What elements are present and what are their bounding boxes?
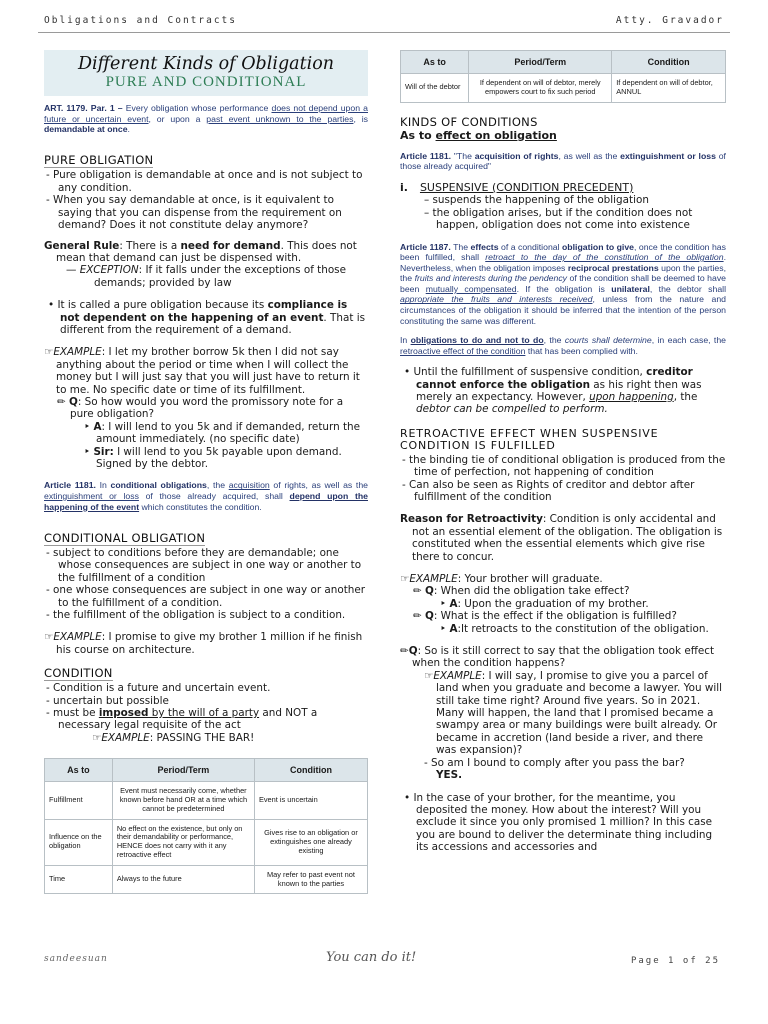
answer: ‣ A:It retroacts to the constitution of the obligation.	[440, 622, 709, 635]
suspensive-heading: i. SUSPENSIVE (CONDITION PRECEDENT)	[400, 180, 634, 194]
condition-heading: CONDITION	[44, 666, 113, 681]
header-author: Atty. Gravador	[615, 15, 724, 26]
bullet-icon: •	[404, 366, 414, 379]
pencil-icon: ✏	[400, 645, 409, 658]
answer: ‣ A: I will lend to you 5k and if demanded, return the amount immediately. (no specific date)	[84, 420, 361, 446]
list-item: - one whose consequences are subject in one way or another to the fulfillment of a condition.	[46, 584, 366, 609]
question: ✏Q: So is it still correct to say that the obligation took effect when the condition happens?	[400, 645, 715, 670]
article-1181: Article 1181. In conditional obligations, the acquisition of rights, as well as the extinguishment or loss of those already acquired, shall depend upon the happening of the event which constitutes the condition.	[44, 480, 369, 512]
article-1187-par2: In obligations to do and not to do, the courts shall determine, in each case, the retroactive effect of the condition that has been complied with.	[400, 334, 727, 356]
article-1179: ART. 1179. Par. 1 – Every obligation whose performance does not depend upon a future or uncertain event, or upon a past event unknown to the parties, is demandable at once.	[44, 103, 369, 135]
table-cell: No effect on the existence, but only on their demandability or performance, HENCE does not carry with it any retroactive effect	[112, 819, 254, 865]
table-cell: Will of the debtor	[401, 74, 469, 103]
list-item: - must be imposed by the will of a party and NOT a necessary legal requisite of the act	[46, 706, 318, 732]
table-header-row	[401, 51, 726, 74]
question: ✏ Q: What is the effect if the obligation is fulfilled?	[413, 610, 677, 623]
pointing-hand-icon: ☞	[44, 631, 54, 644]
table-cell: May refer to past event not known to the parties	[254, 865, 367, 894]
table-cell: Time	[45, 865, 113, 894]
answer-sir: ‣ Sir: I will lend to you 5k payable upon demand. Signed by the debtor.	[84, 445, 342, 470]
example-parcel-of-land: ☞EXAMPLE: I will say, I promise to give you a parcel of land when you graduate and become a lawyer. You will still take time right? Around five years. So in 2021. Many will happen, the land that I promised became a swampy area or many buildings were built already. Or became in accretion (land beside a river, and there was expansion)?	[424, 669, 723, 757]
pure-reason: • It is called a pure obligation because its compliance is not dependent on the happening of an event. That is different from the requirement of a demand.	[48, 299, 366, 336]
right-column	[400, 50, 726, 854]
title-banner	[44, 50, 368, 96]
column-header: Period/Term	[112, 759, 254, 782]
left-column	[44, 50, 368, 894]
table-cell: Event must necessarily come, whether known before hand OR at a time which cannot be predetermined	[112, 782, 254, 819]
as-to-effect-heading: As to effect on obligation	[400, 128, 557, 142]
retroactive-heading: RETROACTIVE EFFECT WHEN SUSPENSIVE CONDITION IS FULFILLED	[400, 426, 659, 453]
list-item: - Condition is a future and uncertain event.	[46, 682, 271, 695]
page-subtitle: PURE AND CONDITIONAL	[105, 74, 307, 90]
list-item: - Pure obligation is demandable at once and is not subject to any condition.	[46, 169, 363, 194]
example-architecture: ☞EXAMPLE: I promise to give my brother 1 million if he finish his course on architecture.	[44, 631, 363, 656]
table-cell: If dependent on will of debtor, merely empowers court to fix such period	[469, 74, 612, 103]
pencil-icon: ✏	[57, 395, 70, 408]
column-header: As to	[401, 51, 469, 74]
example-borrow: ☞EXAMPLE: I let my brother borrow 5k then I did not say anything about the period or time when I will collect the money but I will just say that you will just have to return it to me. No specific date or time of its fulfillment.	[44, 346, 360, 396]
table-header-row	[45, 759, 368, 782]
column-header: Condition	[612, 51, 726, 74]
pointing-hand-icon: ☞	[424, 669, 434, 682]
table-cell: Always to the future	[112, 865, 254, 894]
kinds-of-conditions-heading: KINDS OF CONDITIONS	[400, 114, 538, 129]
general-rule: General Rule: There is a need for demand. This does not mean that demand can just be dispensed with.	[44, 239, 357, 264]
table-cell: Event is uncertain	[254, 782, 367, 819]
table-row	[45, 819, 368, 865]
list-item: - When you say demandable at once, is it equivalent to saying that you can dispense from the requirement on demand? Does it not constitute delay anymore?	[46, 194, 342, 232]
column-header: As to	[45, 759, 113, 782]
pencil-icon: ✏	[413, 585, 426, 598]
table-row	[45, 865, 368, 894]
page-title: Different Kinds of Obligation	[77, 54, 335, 74]
header-divider	[38, 32, 730, 33]
table-cell: Influence on the obligation	[45, 819, 113, 865]
pencil-icon: ✏	[413, 610, 426, 623]
list-item: - uncertain but possible	[46, 694, 169, 707]
brother-case: • In the case of your brother, for the meantime, you deposited the money. How about the interest? Will you exclude it since you only promised 1 million? In this case you are bound to deliver the determinate thing including its accessions and accessories and	[404, 791, 713, 854]
arrow-bullet-icon: ‣	[440, 597, 450, 610]
example-graduate: ☞EXAMPLE: Your brother will graduate.	[400, 573, 603, 585]
conditional-obligation-heading: CONDITIONAL OBLIGATION	[44, 530, 206, 545]
list-item: - Can also be seen as Rights of creditor and debtor after fulfillment of the condition	[402, 478, 695, 503]
header-course: Obligations and Contracts	[44, 15, 237, 26]
exception: — EXCEPTION: If it falls under the exceptions of those demands; provided by law	[66, 264, 346, 289]
until-fulfillment: • Until the fulfillment of suspensive condition, creditor cannot enforce the obligation as his right then was merely an expectancy. However, upon happening, the debtor can be compelled to perform.	[404, 366, 702, 416]
list-item: – suspends the happening of the obligation	[424, 194, 649, 207]
column-header: Period/Term	[469, 51, 612, 74]
bullet-icon: •	[48, 299, 58, 312]
table-cell: Gives rise to an obligation or extinguishes one already existing	[254, 819, 367, 865]
will-of-debtor-table	[400, 50, 726, 103]
column-header: Condition	[254, 759, 367, 782]
table-row	[45, 782, 368, 819]
article-1187: Article 1187. The effects of a conditional obligation to give, once the condition has been fulfilled, shall retroact to the day of the constitution of the obligation. Nevertheless, when the obligation imposes reciprocal prestations upon the parties, the fruits and interests during the pendency of the condition shall be deemed to have been mutually compensated. If the obligation is unilateral, the debtor shall appropriate the fruits and interests received, unless from the nature and circumstances of the obligation it should be inferred that the intention of the person constituting the same was different.	[400, 241, 727, 326]
question: ✏ Q: So how would you word the promissory note for a pure obligation?	[57, 395, 344, 421]
bound-to-comply: - So am I bound to comply after you pass the bar? YES.	[424, 756, 685, 782]
reason-for-retroactivity: Reason for Retroactivity: Condition is only accidental and not an essential element of the obligation. The obligation is constituted when the essential elements which give rise there to concur.	[400, 513, 723, 563]
author-signature: sandeesuan	[44, 954, 108, 964]
arrow-bullet-icon: ‣	[440, 622, 450, 635]
pointing-hand-icon: ☞	[92, 731, 102, 744]
arrow-bullet-icon: ‣	[84, 420, 94, 433]
list-item: - subject to conditions before they are demandable; one whose consequences are subject in one way or another to the fulfillment of a condition	[46, 546, 362, 584]
table-cell: If dependent on will of debtor, ANNUL	[612, 74, 726, 103]
table-row	[401, 74, 726, 103]
bullet-icon: •	[404, 791, 414, 804]
period-vs-condition-table	[44, 758, 368, 894]
pointing-hand-icon: ☞	[44, 346, 54, 359]
table-cell: Fulfillment	[45, 782, 113, 819]
answer: ‣ A: Upon the graduation of my brother.	[440, 597, 649, 610]
article-1181-quote: Article 1181. "The acquisition of rights, as well as the extinguishment or loss of those already acquired"	[400, 150, 726, 172]
page-number: Page 1 of 25	[630, 956, 720, 966]
pointing-hand-icon: ☞	[400, 573, 410, 585]
arrow-bullet-icon: ‣	[84, 445, 94, 458]
question: ✏ Q: When did the obligation take effect?	[413, 585, 630, 598]
pure-obligation-heading: PURE OBLIGATION	[44, 153, 154, 168]
list-item: - the fulfillment of the obligation is subject to a condition.	[46, 608, 346, 621]
list-item: – the obligation arises, but if the condition does not happen, obligation does not come into existence	[424, 206, 693, 232]
list-item: - the binding tie of conditional obligation is produced from the time of perfection, not happening of condition	[402, 453, 726, 479]
example-bar: ☞EXAMPLE: PASSING THE BAR!	[92, 731, 255, 744]
footer-motto: You can do it!	[326, 950, 417, 965]
